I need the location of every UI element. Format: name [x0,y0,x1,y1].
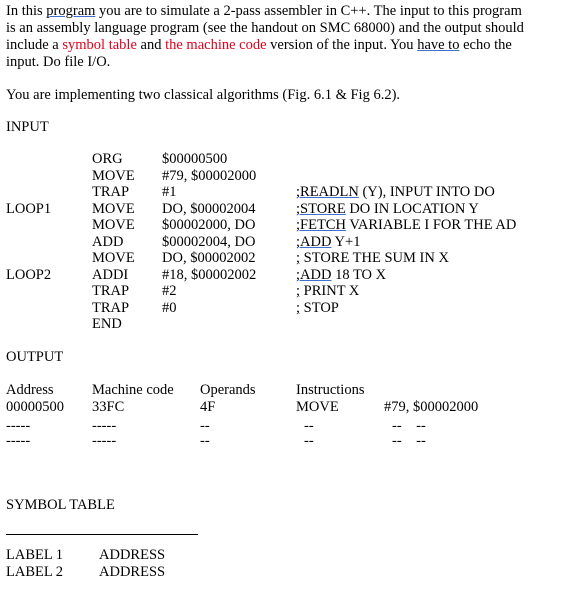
symbol-address: ADDRESS [99,547,166,563]
program-op: MOVE [92,168,135,184]
program-op: TRAP [92,283,130,299]
program-operand: #79, $00002000 [162,168,257,184]
symbol-label: LABEL 1 [6,547,64,563]
intro-have-to: have to [417,37,460,53]
intro-symbol-table: symbol table [62,37,137,53]
output-header-operands: Operands [200,382,256,398]
output-cell: -- [304,418,314,434]
program-comment: ;FETCH VARIABLE I FOR THE AD [296,217,517,233]
program-comment: ;ADD Y+1 [296,234,361,250]
intro-program-word: program [46,3,96,19]
output-cell: 33FC [92,399,125,415]
output-cell: -- [200,433,210,449]
program-op: MOVE [92,250,135,266]
program-op: END [92,316,122,332]
symbol-table-heading: SYMBOL TABLE [6,497,115,513]
program-operand: $00002000, DO [162,217,256,233]
output-cell: -- -- [392,418,426,434]
program-comment: ;ADD 18 TO X [296,267,387,283]
symbol-address: ADDRESS [99,564,166,580]
program-operand: #18, $00002002 [162,267,257,283]
intro-text: echo the input. Do file I/O. [6,37,512,70]
program-operand: #0 [162,300,177,316]
program-operand: $00002004, DO [162,234,256,250]
program-op: MOVE [92,201,135,217]
output-cell: -- -- [392,433,426,449]
program-operand: DO, $00002002 [162,250,256,266]
program-operand: #1 [162,184,177,200]
program-operand: #2 [162,283,177,299]
output-cell: -- [200,418,210,434]
program-op: TRAP [92,184,130,200]
symbol-label: LABEL 2 [6,564,64,580]
program-operand: DO, $00002004 [162,201,256,217]
intro-text: you are to simulate a 2-pass assembler in C++. The input to this program is an assembly language program (see the handout on SMC 68000) and the output should include a [6,3,524,53]
program-op: MOVE [92,217,135,233]
program-op: ADD [92,234,124,250]
program-comment: ; STORE THE SUM IN X [296,250,449,266]
output-heading: OUTPUT [6,349,64,365]
program-op: ORG [92,151,123,167]
output-cell: ----- [92,433,117,449]
program-comment: ;STORE DO IN LOCATION Y [296,201,479,217]
program-comment: ;READLN (Y), INPUT INTO DO [296,184,495,200]
program-op: TRAP [92,300,130,316]
intro-machine-code: the machine code [165,37,267,53]
output-cell: 4F [200,399,216,415]
algorithms-line: You are implementing two classical algorithms (Fig. 6.1 & Fig 6.2). [6,87,401,103]
output-cell: ----- [92,418,117,434]
output-cell: -- [304,433,314,449]
intro-paragraph [6,3,526,71]
output-cell: ----- [6,418,31,434]
program-operand: $00000500 [162,151,228,167]
output-cell: ----- [6,433,31,449]
program-op: ADDI [92,267,129,283]
program-label: LOOP2 [6,267,52,283]
output-header-machine-code: Machine code [92,382,174,398]
output-header-instructions: Instructions [296,382,365,398]
output-cell: MOVE [296,399,339,415]
intro-text: and [136,37,166,53]
intro-text: In this [6,3,47,19]
intro-text: version of the input. You [266,37,418,53]
output-cell: #79, $00002000 [384,399,479,415]
program-comment: ; PRINT X [296,283,360,299]
program-comment: ; STOP [296,300,339,316]
input-heading: INPUT [6,119,49,135]
program-label: LOOP1 [6,201,52,217]
divider-line [6,534,198,535]
output-header-address: Address [6,382,54,398]
output-cell: 00000500 [6,399,64,415]
